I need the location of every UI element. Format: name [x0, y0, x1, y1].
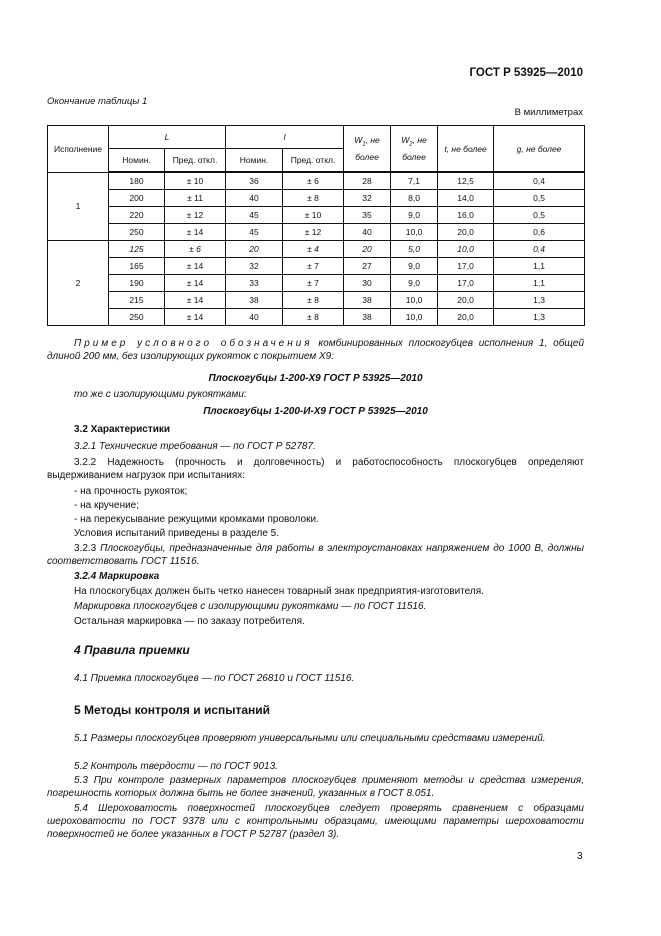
marking-text-b: Маркировка плоскогубцев с изолирующими рукоятками — по ГОСТ 11516. [74, 601, 427, 612]
cell: ± 10 [165, 172, 226, 190]
same-with-text: то же с изолирующими рукоятками: [74, 389, 247, 400]
cell: 250 [109, 224, 165, 241]
cell: 165 [109, 258, 165, 275]
cell: ± 14 [165, 292, 226, 309]
cell: 16,0 [438, 207, 494, 224]
cell: 1,3 [494, 292, 585, 309]
header-L-deviation: Пред. откл. [165, 149, 226, 173]
table-row [48, 292, 585, 309]
para-3-2-3: 3.2.3 Плоскогубцы, предназначенные для работы в электроустановках напряжением до 1000 В, должны соответствовать ГОСТ 11516. [47, 543, 584, 567]
header-L-nominal: Номин. [109, 149, 165, 173]
cell: 20 [226, 241, 283, 258]
cell: ± 14 [165, 309, 226, 326]
header-g: g, не более [494, 126, 585, 173]
header-l: l [226, 126, 344, 149]
table-row [48, 224, 585, 241]
cell: 17,0 [438, 275, 494, 292]
cell: 28 [344, 172, 391, 190]
section-4-title: 4 Правила приемки [74, 643, 190, 657]
bullet-item: - на прочность рукояток; [74, 486, 188, 497]
cell: 1,1 [494, 275, 585, 292]
cell: ± 11 [165, 190, 226, 207]
para-5-2: 5.2 Контроль твердости — по ГОСТ 9013. [74, 761, 278, 772]
cell: ± 6 [165, 241, 226, 258]
cell: 40 [226, 309, 283, 326]
cell: 200 [109, 190, 165, 207]
cell: 36 [226, 172, 283, 190]
marking-text-c: Остальная маркировка — по заказу потребителя. [74, 616, 305, 627]
section-3-2-title: 3.2 Характеристики [74, 424, 171, 435]
table-row [48, 172, 585, 190]
table-row [48, 241, 585, 258]
para-4-1: 4.1 Приемка плоскогубцев — по ГОСТ 26810 и ГОСТ 11516. [74, 673, 355, 684]
cell: ± 6 [283, 172, 344, 190]
cell: ± 8 [283, 190, 344, 207]
cell: 10,0 [391, 309, 438, 326]
cell: 9,0 [391, 207, 438, 224]
cell: 32 [344, 190, 391, 207]
cell: 0,4 [494, 172, 585, 190]
execution-cell: 1 [48, 172, 109, 241]
table-row [48, 275, 585, 292]
cell: 33 [226, 275, 283, 292]
header-l-nominal: Номин. [226, 149, 283, 173]
cell: 9,0 [391, 258, 438, 275]
table-row [48, 258, 585, 275]
table-row [48, 207, 585, 224]
cell: ± 4 [283, 241, 344, 258]
bullet-item: - на перекусывание режущими кромками проволоки. [74, 514, 319, 525]
cell: ± 10 [283, 207, 344, 224]
cell: ± 8 [283, 292, 344, 309]
execution-cell: 2 [48, 241, 109, 326]
para-3-2-1: 3.2.1 Технические требования — по ГОСТ Р 52787. [74, 441, 316, 452]
cell: 215 [109, 292, 165, 309]
header-W1: $W_1$, не более [344, 126, 391, 173]
cell: 30 [344, 275, 391, 292]
standard-header: ГОСТ Р 53925—2010 [469, 67, 583, 79]
designation-1: Плоскогубцы 1-200-Х9 ГОСТ Р 53925—2010 [208, 373, 423, 384]
cell: 180 [109, 172, 165, 190]
cell: 20,0 [438, 309, 494, 326]
cell: 17,0 [438, 258, 494, 275]
cell: 32 [226, 258, 283, 275]
cell: ± 14 [165, 275, 226, 292]
cell: 27 [344, 258, 391, 275]
example-paragraph: Пример условного обозначения комбинированных плоскогубцев исполнения 1, общей длиной 200 мм, без изолирующих рукояток с покрытием Х9: [47, 338, 584, 362]
cell: 20,0 [438, 224, 494, 241]
cell: 38 [344, 292, 391, 309]
table-row [48, 309, 585, 326]
cell: 9,0 [391, 275, 438, 292]
para-5-3: 5.3 При контроле размерных параметров плоскогубцев применяют методы и средства измерения, погрешность которых должна быть не более значений, указанных в ГОСТ 8.051. [47, 775, 584, 799]
cell: ± 7 [283, 275, 344, 292]
cell: 0,6 [494, 224, 585, 241]
cell: 20,0 [438, 292, 494, 309]
test-conditions-text: Условия испытаний приведены в разделе 5. [74, 528, 280, 539]
cell: 1,1 [494, 258, 585, 275]
cell: 7,1 [391, 172, 438, 190]
para-5-1: 5.1 Размеры плоскогубцев проверяют универсальными или специальными средствами измерений. [74, 733, 546, 744]
cell: 45 [226, 207, 283, 224]
cell: 125 [109, 241, 165, 258]
header-execution: Исполнение [48, 126, 109, 173]
cell: ± 8 [283, 309, 344, 326]
para-5-4: 5.4 Шероховатость поверхностей плоскогубцев следует проверять сравнением с образцами шероховатости по ГОСТ 9378 или с контрольными образцами, имеющими параметры шероховатости поверхностей не более указанных в ГОСТ Р 52787 (раздел 3). [47, 803, 584, 840]
cell: 10,0 [438, 241, 494, 258]
cell: 0,4 [494, 241, 585, 258]
cell: 0,5 [494, 190, 585, 207]
cell: ± 7 [283, 258, 344, 275]
cell: ± 12 [165, 207, 226, 224]
cell: 40 [226, 190, 283, 207]
cell: ± 14 [165, 224, 226, 241]
table-row [48, 190, 585, 207]
cell: 38 [344, 309, 391, 326]
cell: 35 [344, 207, 391, 224]
cell: 40 [344, 224, 391, 241]
designation-2: Плоскогубцы 1-200-И-Х9 ГОСТ Р 53925—2010 [203, 406, 428, 417]
cell: 8,0 [391, 190, 438, 207]
cell: 14,0 [438, 190, 494, 207]
marking-text-a: На плоскогубцах должен быть четко нанесен товарный знак предприятия-изготовителя. [74, 586, 484, 597]
cell: ± 12 [283, 224, 344, 241]
cell: ± 14 [165, 258, 226, 275]
cell: 0,5 [494, 207, 585, 224]
cell: 5,0 [391, 241, 438, 258]
para-3-2-2: 3.2.2 Надежность (прочность и долговечность) и работоспособность плоскогубцев определяют выдерживанием нагрузок при испытаниях: [47, 457, 584, 481]
dimensions-table [47, 125, 585, 326]
cell: 220 [109, 207, 165, 224]
cell: 38 [226, 292, 283, 309]
table-caption: Окончание таблицы 1 [47, 96, 148, 107]
para-3-2-4-title: 3.2.4 Маркировка [74, 571, 160, 582]
cell: 1,3 [494, 309, 585, 326]
cell: 250 [109, 309, 165, 326]
header-L: L [109, 126, 226, 149]
header-l-deviation: Пред. откл. [283, 149, 344, 173]
bullet-item: - на кручение; [74, 500, 140, 511]
table-units: В миллиметрах [514, 107, 583, 118]
page-number: 3 [577, 851, 583, 862]
cell: 10,0 [391, 292, 438, 309]
section-5-title: 5 Методы контроля и испытаний [74, 703, 271, 717]
cell: 10,0 [391, 224, 438, 241]
header-W2: $W_2$, не более [391, 126, 438, 173]
cell: 20 [344, 241, 391, 258]
cell: 12,5 [438, 172, 494, 190]
header-t: t, не более [438, 126, 494, 173]
cell: 190 [109, 275, 165, 292]
cell: 45 [226, 224, 283, 241]
